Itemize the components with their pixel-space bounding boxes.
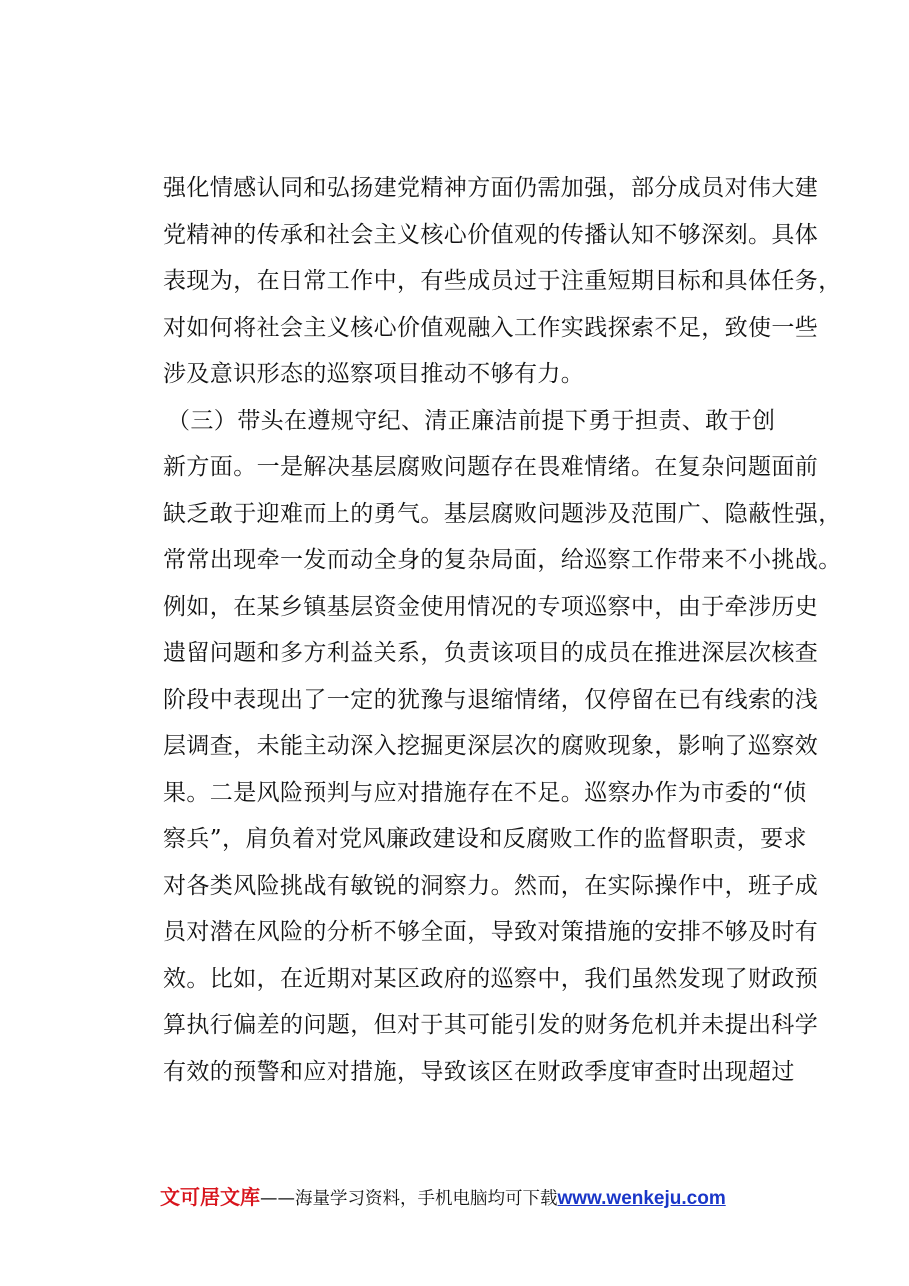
text-line: 员对潜在风险的分析不够全面，导致对策措施的安排不够及时有 [163,919,819,945]
text-line: 算执行偏差的问题，但对于其可能引发的财务危机并未提出科学 [163,1012,819,1038]
text-line: 有效的预警和应对措施，导致该区在财政季度审查时出现超过 [163,1058,795,1085]
footer-banner [160,1184,800,1212]
text-line: 党精神的传承和社会主义核心价值观的传播认知不够深刻。具体 [163,221,819,248]
text-line: 常常出现牵一发而动全身的复杂局面，给巡察工作带来不小挑战。 [163,547,842,573]
text-line: 遗留问题和多方利益关系，负责该项目的成员在推进深层次核查 [163,640,819,666]
footer-brand: 文可居文库 [160,1185,260,1209]
text-line: 缺乏敢于迎难而上的勇气。基层腐败问题涉及范围广、隐蔽性强， [163,500,842,527]
text-line: 新方面。一是解决基层腐败问题存在畏难情绪。在复杂问题面前 [163,454,819,480]
text-line: 强化情感认同和弘扬建党精神方面仍需加强，部分成员对伟大建 [163,175,819,201]
text-line: 阶段中表现出了一定的犹豫与退缩情绪，仅停留在已有线索的浅 [163,686,819,713]
text-line: 层调查，未能主动深入挖掘更深层次的腐败现象，影响了巡察效 [163,733,819,759]
text-line: 效。比如，在近期对某区政府的巡察中，我们虽然发现了财政预 [163,965,819,992]
text-line: 对各类风险挑战有敏锐的洞察力。然而，在实际操作中，班子成 [163,872,819,899]
footer-url-link[interactable]: www.wenkeju.com [557,1188,726,1209]
text-line: 对如何将社会主义核心价值观融入工作实践探索不足，致使一些 [163,314,819,341]
text-line: 例如，在某乡镇基层资金使用情况的专项巡察中，由于牵涉历史 [163,593,819,620]
text-line: 果。二是风险预判与应对措施存在不足。巡察办作为市委的“侦 [163,779,807,806]
footer-tagline: ——海量学习资料，手机电脑均可下载 [260,1189,558,1209]
text-line: 涉及意识形态的巡察项目推动不够有力。 [163,361,585,387]
section-heading-line: （三）带头在遵规守纪、清正廉洁前提下勇于担责、敢于创 [167,407,776,434]
text-line: 察兵”，肩负着对党风廉政建设和反腐败工作的监督职责，要求 [163,826,807,852]
document-body [163,165,842,1095]
text-line: 表现为，在日常工作中，有些成员过于注重短期目标和具体任务， [163,268,842,294]
